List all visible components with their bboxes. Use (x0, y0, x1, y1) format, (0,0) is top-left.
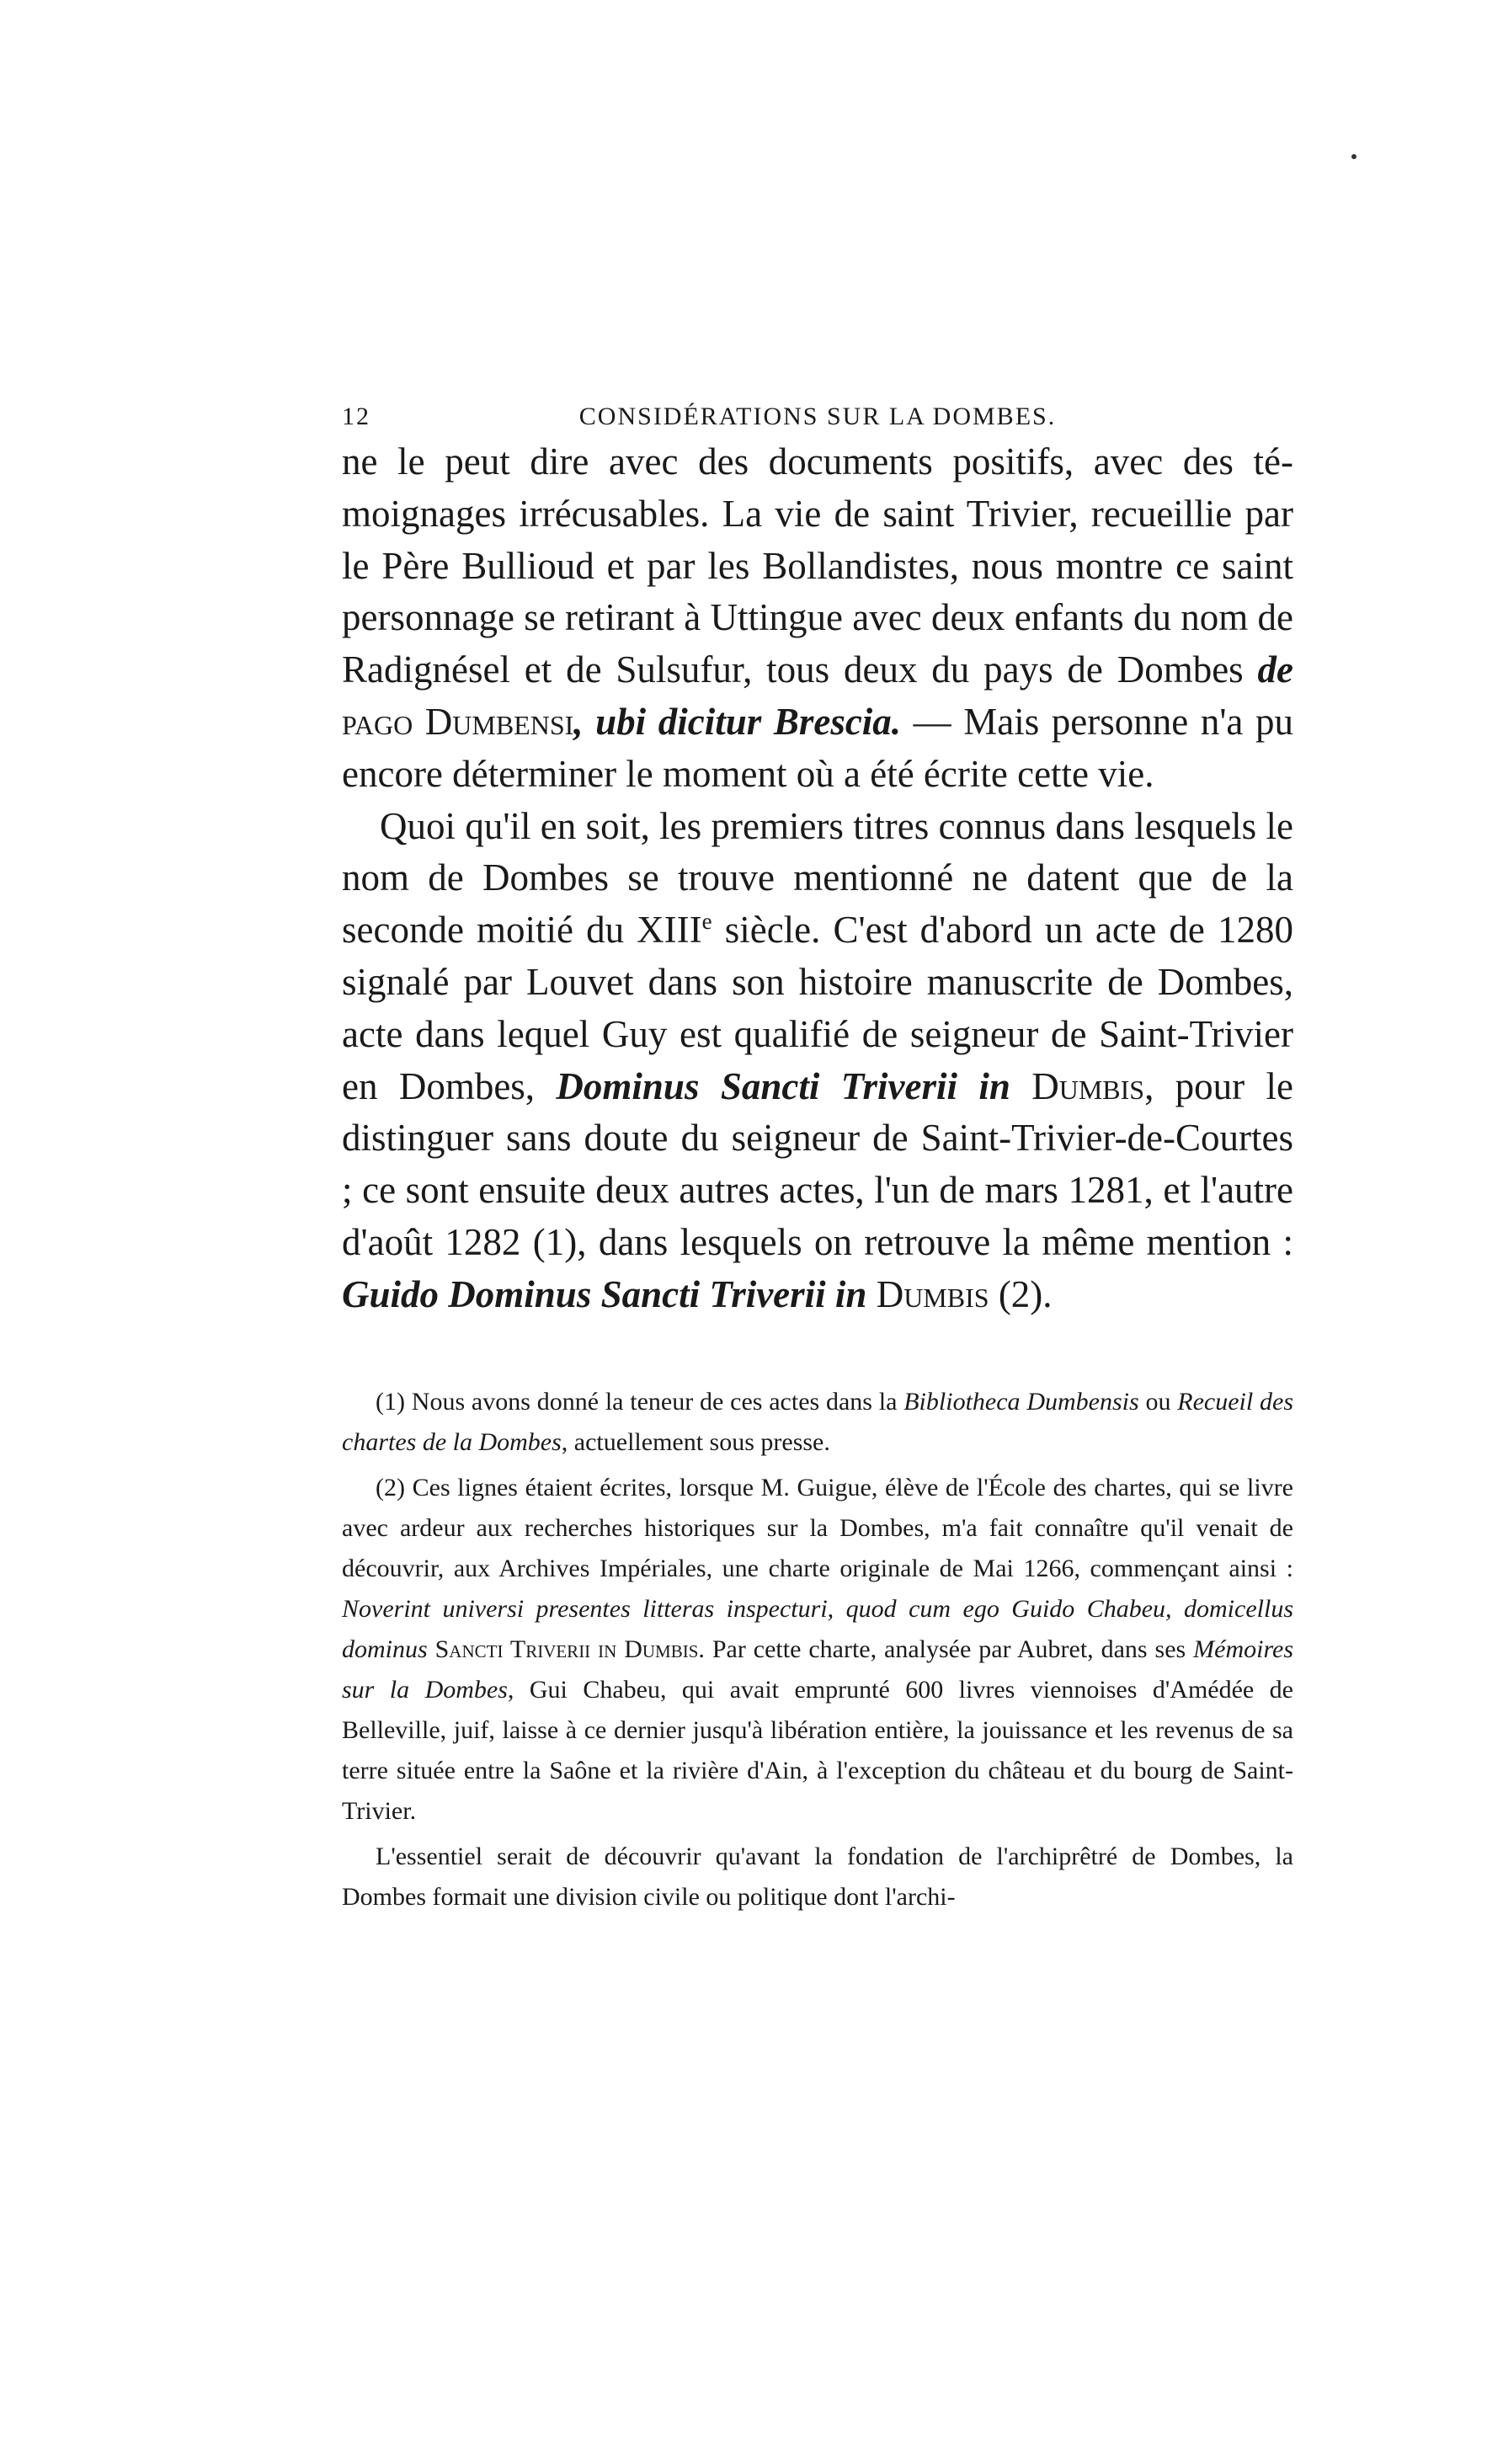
p2-text-b: siècle. C'est d'abord un acte de 1280 signalé par Louvet dans son histoire manuscrite de Dombes, acte dans lequel Guy est qualifié de seigneur de Saint-Trivier en Dombes, (342, 909, 1293, 1107)
footnote-1 (342, 1382, 1293, 1463)
fn2-text: (2) Ces lignes étaient écrites, lorsque M. Guigue, élève de l'École des chartes, qui se livre avec ardeur aux recherches historiques sur la Dombes, m'a fait connaître qu'il venait de découvrir, aux Archives Impériales, une charte originale de Mai 1266, commençant ainsi : (342, 1473, 1293, 1582)
fn2-latin-sc: Sancti Triverii in Dumbis (434, 1635, 699, 1663)
fn2-text-b: . Par cette charte, analysée par Aubret, dans ses (698, 1635, 1194, 1663)
p2-latin-1-it: Dominus Sancti Triverii in (556, 1064, 1032, 1107)
p2-text-c: , pour le distinguer sans doute du seigneur de Saint-Trivier-de-Courtes ; ce sont ensuite deux autres actes, l'un de mars 1281, et l'autre d'août 1282 (1), dans lesquels on retrouve la même mention : (342, 1064, 1293, 1263)
fn3-text: L'essentiel serait de découvrir qu'avant la fondation de l'archiprêtré de Dombes, la Dombes formait une division civile ou politique dont l'archi- (342, 1842, 1293, 1911)
p2-latin-1-sc: Dumbis (1031, 1064, 1145, 1107)
main-text (342, 436, 1293, 1321)
fn1-title-1: Bibliotheca Dumbensis (903, 1387, 1139, 1416)
p2-latin-2-sc: Dumbis (876, 1272, 989, 1315)
p1-latin-sc: pago Dumbensi (342, 700, 574, 743)
ink-speck (1351, 154, 1356, 159)
paragraph-2 (342, 801, 1293, 1321)
page-number: 12 (342, 403, 370, 430)
fn1-text: (1) Nous avons donné la teneur de ces actes dans la (376, 1387, 904, 1416)
fn2-title: Mémoires sur la Dombes (342, 1635, 1293, 1704)
fn1-text-b: ou (1138, 1387, 1178, 1416)
p1-text-end: — Mais personne n'a pu encore déterminer le moment où a été écrite cette vie. (342, 700, 1293, 795)
running-header (342, 403, 1293, 436)
footnote-3 (342, 1837, 1293, 1917)
p2-superscript: e (701, 909, 712, 935)
p2-text: Quoi qu'il en soit, les premiers titres connus dans lesquels le nom de Dombes se trouve mentionné ne datent que de la seconde moitié du XIII (342, 804, 1293, 952)
book-page (342, 403, 1293, 1917)
footnotes (342, 1382, 1293, 1917)
footnote-2 (342, 1468, 1293, 1832)
fn2-text-c: , Gui Chabeu, qui avait emprunté 600 livres viennoises d'Amédée de Belleville, juif, laisse à ce dernier jusqu'à libération entière, la jouissance et les revenus de sa terre située entre la Saône et la rivière d'Ain, à l'exception du château et du bourg de Saint-Trivier. (342, 1675, 1293, 1825)
p2-latin-2-it: Guido Dominus Sancti Triverii in (342, 1272, 877, 1315)
p2-text-d: (2). (989, 1272, 1053, 1315)
fn1-text-c: , actuellement sous presse. (561, 1427, 830, 1456)
p2-latin-1 (556, 1065, 1144, 1107)
p1-latin-a: de (1257, 648, 1293, 691)
paragraph-1 (342, 436, 1293, 801)
fn1-title-2: Recueil des chartes de la Dombes (342, 1387, 1294, 1456)
p1-latin-b: , ubi dicitur Brescia. (573, 700, 902, 743)
p1-text: ne le peut dire avec des documents positifs, avec des témoignages irrécusables. La vie de saint Trivier, recueillie par le Père Bullioud et par les Bollandistes, nous montre ce saint personnage se retirant à Uttingue avec deux enfants du nom de Radignésel et de Sulsufur, tous deux du pays de Dombes (342, 440, 1293, 691)
running-head-title: CONSIDÉRATIONS SUR LA DOMBES. (578, 403, 1057, 430)
fn2-latin: Noverint universi presentes litteras inspecturi, quod cum ego Guido Chabeu, domicellus dominus (342, 1594, 1293, 1663)
p2-latin-2 (342, 1273, 989, 1315)
